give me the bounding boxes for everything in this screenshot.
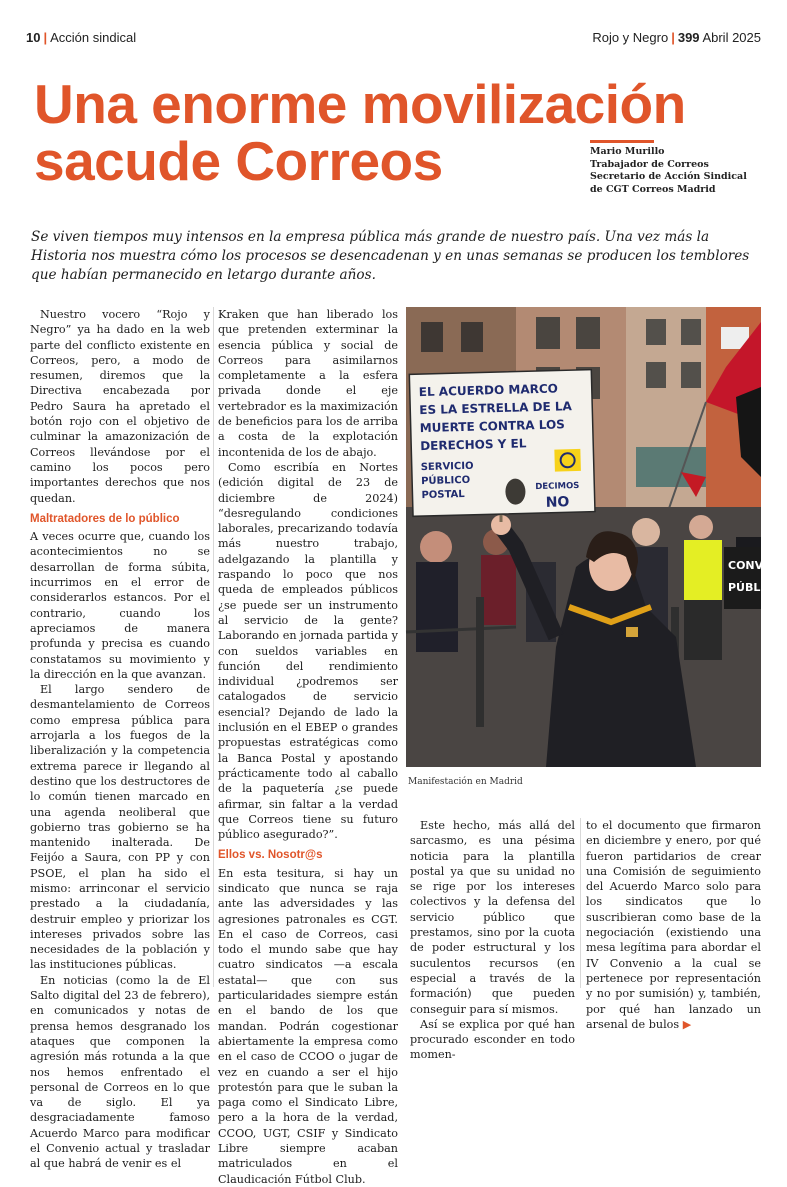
article-lead: Se viven tiempos muy intensos en la empresa pública más grande de nuestro país. Una vez más la Historia nos muestra cómo los procesos se desencadenan y en unas semanas se producen los temblores que habían permanecido en letargo durante años. xyxy=(31,229,750,283)
issue-number: 399 xyxy=(677,30,700,45)
column-divider xyxy=(213,307,214,987)
protest-photo-illustration xyxy=(406,307,771,767)
column-2 xyxy=(218,307,398,1187)
sign-line-4: DERECHOS Y EL xyxy=(420,436,527,454)
subheading: Ellos vs. Nosotr@s xyxy=(218,849,323,862)
author-name: Mario Murillo xyxy=(590,146,665,157)
sign-line-2: ES LA ESTRELLA DE LA xyxy=(419,399,573,418)
sign-line-5: SERVICIO xyxy=(420,460,474,474)
issue-date: Abril 2025 xyxy=(702,30,761,45)
magazine-name: Rojo y Negro xyxy=(592,30,669,45)
paragraph: Como escribía en Nortes (edición digital de 23 de diciembre de 2024) “desregulando condiciones laborales, precarizando todavía más nuestro trabajo, adelgazando la plantilla y raspando lo poco que nos queda de empleados públicos ¿se puede ser un instrumento al servicio de la gente? Laborando en jornada partida y con sueldos variables en función del rendimiento individual ¿podremos ser catalogados de servicio esencial? Dejando de lado la inclusión en el EBEP o grandes propuestas estratégicas como la Banca Postal y apostando prácticamente todo al caballo de la paquetería ¿se puede afirmar, sin faltar a la verdad que Correos tiene su futuro público asegurado?”. xyxy=(218,460,398,842)
photo-caption: Manifestación en Madrid xyxy=(408,777,523,787)
header-separator: | xyxy=(671,30,675,45)
author-role-3: de CGT Correos Madrid xyxy=(590,183,716,195)
paragraph: Kraken que han liberado los que pretenden exterminar la esencia pública y social de Correos para asimilarnos completamente a la esfera privada donde el eje vertebrador es la maximización de beneficios para los de arriba a costa de la explotación incontenida de los de abajo. xyxy=(218,308,398,459)
paragraph: El largo sendero de desmantelamiento de Correos como empresa pública para arrojarla a los fuegos de la liberalización y la competencia extrema parece ir llegando al destino que los destructores de lo común tienen marcado en una agenda neoliberal que gobierno tras gobierno se ha mantenido inalterada. De Feijóo a Saura, con PP y con PSOE, el plan ha sido el mismo: arrinconar el servicio prestado a la ciudadanía, destruir empleo y priorizar los intereses privados sobre las necesidades de la población y las instituciones públicas. xyxy=(30,683,210,972)
author-rule xyxy=(590,140,654,143)
page-header-left xyxy=(26,30,136,45)
sign-line-6: PÚBLICO xyxy=(420,474,471,488)
paragraph: En esta tesitura, si hay un sindicato que nunca se raja ante las adversidades y las agresiones patronales es CGT. En el caso de Correos, casi todo el mundo sabe que hay cuatro sindicatos —a escala estatal— que con sus particularidades siempre están en el bando de los que mandan. Podrán cogestionar abiertamente la empresa como en el caso de CCOO o jugar de vez en cuando a ser el hijo protestón para que le suban la paga como el Sindicato Libre, pero a la hora de la verdad, CCOO, UGT, CSIF y Sindicato Libre siempre acaban matriculados en el Claudicación Fútbol Club. xyxy=(218,866,398,1186)
author-role-1: Trabajador de Correos xyxy=(590,158,709,170)
banner-text-1: CONVE xyxy=(728,559,771,572)
paragraph: A veces ocurre que, cuando los acontecimientos no se desarrollan de forma súbita, incurrimos en el error de considerarlos estancos. Por el contrario, cuando los apreciamos de manera profunda y precisa es cuando constatamos su movimiento y la dirección en la que avanzan. xyxy=(30,530,210,681)
sign-line-1: EL ACUERDO MARCO xyxy=(418,381,559,400)
section-name: Acción sindical xyxy=(50,30,137,45)
paragraph: Nuestro vocero “Rojo y Negro” ya ha dado en la web parte del conflicto existente en Correos, pero, a modo de resumen, diremos que la Directiva encabezada por Pedro Saura ha apretado el botón rojo con el objetivo de culminar la amazonización de Correos llevándose por el camino los pocos pero importantes derechos que nos quedan. xyxy=(30,308,210,505)
column-divider xyxy=(580,818,581,988)
paragraph: En noticias (como la de El Salto digital del 23 de febrero), en comunicados y notas de prensa hemos desgranado los ataques que componen la agresión más rotunda a la que nos hemos enfrentado el personal de Correos en lo que va de siglo. El ya desgraciadamente famoso Acuerdo Marco para modificar el Convenio actual y trasladar al que habrá de venir es el xyxy=(30,973,210,1171)
paragraph: Este hecho, más allá del sarcasmo, es una pésima noticia para la plantilla postal ya que su unidad no se rige por los intereses colectivos y la defensa del servicio público que prestamos, sino por la cuota de poder estructural y los suculentos recursos (en especial a través de la formación) que pueden conseguir para sí mismos. xyxy=(410,819,575,1016)
column-1 xyxy=(30,307,210,1172)
author-role-2: Secretario de Acción Sindical xyxy=(590,171,747,182)
header-separator: | xyxy=(43,30,48,45)
title-line-2: sacude Correos xyxy=(34,130,443,192)
paragraph: Así se explica por qué han procurado esconder en todo momen- xyxy=(410,1017,575,1062)
sign-no: NO xyxy=(545,494,570,511)
continue-arrow-icon: ▶ xyxy=(682,1017,692,1031)
page-header-right xyxy=(592,30,761,45)
protest-photo xyxy=(406,307,771,767)
protest-sign xyxy=(409,370,595,517)
banner-text-2: PÚBL xyxy=(728,581,761,594)
author-block xyxy=(590,146,747,196)
subheading: Maltratadores de lo público xyxy=(30,512,180,525)
paragraph-text: to el documento que firmaron en diciembre y enero, por qué fueron partidarios de crear una Comisión de seguimiento del Acuerdo Marco solo para los sindicatos que lo suscribieran como base de la negociación (existiendo una mesa legítima para abordar el IV Convenio a la cual se pertenece por representación y no por sumisión) y, también, por qué han lanzado un arsenal de bulos xyxy=(586,819,761,1031)
sign-line-3: MUERTE CONTRA LOS xyxy=(419,417,566,436)
sign-decimos: DECIMOS xyxy=(535,480,580,493)
paragraph xyxy=(586,818,761,1032)
title-line-1: Una enorme movilización xyxy=(34,73,686,135)
sign-line-7: POSTAL xyxy=(421,488,465,502)
column-4 xyxy=(586,818,761,1032)
page-number: 10 xyxy=(26,30,41,45)
column-3 xyxy=(410,818,575,1063)
